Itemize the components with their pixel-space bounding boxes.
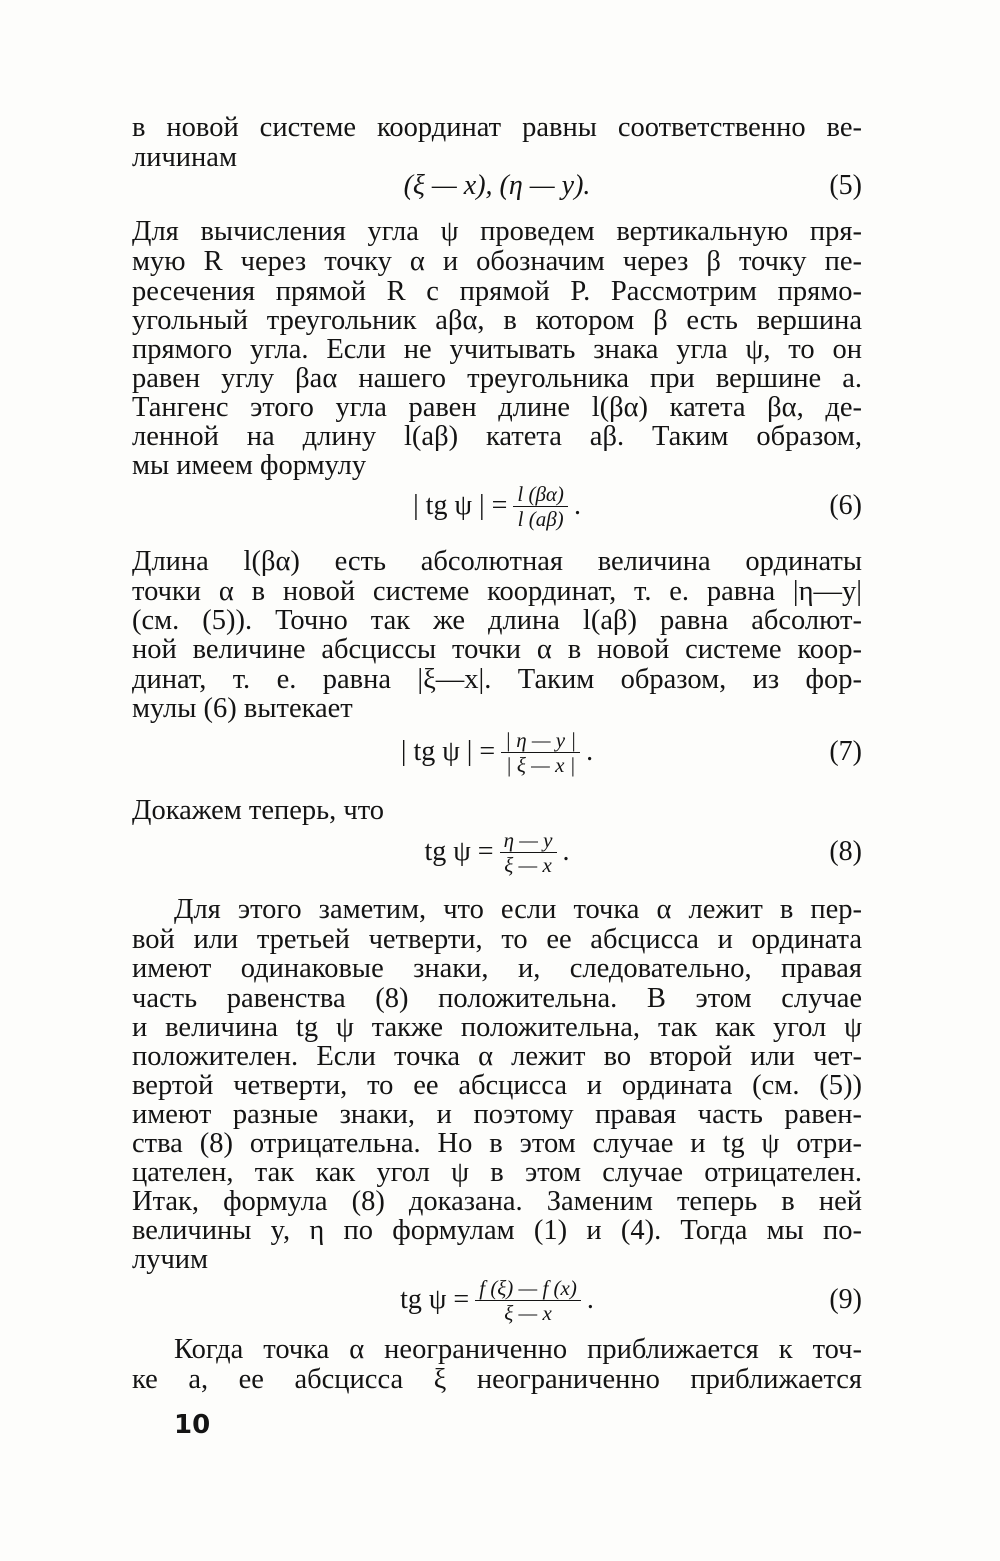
text-line: вертой четверти, то ее абсцисса и ордината (см. (5)) [132, 1070, 862, 1101]
formula-6-denominator: l (aβ) [517, 506, 564, 531]
text-line: мы имеем формулу [132, 450, 367, 481]
text-line: величины y, η по формулам (1) и (4). Тогда мы по- [132, 1215, 862, 1246]
text-line: Итак, формула (8) доказана. Заменим теперь в ней [132, 1186, 862, 1217]
text-line: и величина tg ψ также положительна, так как угол ψ [132, 1012, 862, 1043]
text-line: имеют одинаковые знаки, и, следовательно, правая [132, 953, 862, 984]
formula-6 [132, 478, 862, 534]
text-line: положителен. Если точка α лежит во второй или чет- [132, 1041, 862, 1072]
formula-7-numerator: | η — y | [501, 728, 580, 753]
formula-5 [132, 158, 862, 214]
text-line: в новой системе координат равны соответственно ве- [132, 112, 862, 143]
text-line: угольный треугольник aβα, в котором β есть вершина [132, 305, 862, 336]
formula-9-lhs: tg ψ = [400, 1284, 470, 1315]
text-line: ной величине абсциссы точки α в новой системе коор- [132, 634, 862, 665]
formula-6-fraction [513, 482, 568, 531]
formula-8-fraction [500, 828, 557, 877]
text-line: цателен, так как угол ψ в этом случае отрицателен. [132, 1157, 862, 1188]
text-line: точки α в новой системе координат, т. е. равна |η—y| [132, 576, 862, 607]
text-line: ленной на длину l(aβ) катета aβ. Таким образом, [132, 421, 862, 452]
text-line: имеют разные знаки, и поэтому правая часть равен- [132, 1099, 862, 1130]
formula-8-period: . [562, 836, 570, 867]
text-line: Тангенс этого угла равен длине l(βα) катета βα, де- [132, 392, 862, 423]
formula-7-lhs: | tg ψ | = [400, 736, 496, 767]
formula-6-numerator: l (βα) [513, 482, 568, 507]
formula-9-period: . [586, 1284, 594, 1315]
text-line: ке a, ее абсцисса ξ неограниченно приближается [132, 1364, 862, 1395]
text-line: ства (8) отрицательна. Но в этом случае и tg ψ отри- [132, 1128, 862, 1159]
text-line: прямого угла. Если не учитывать знака угла ψ, то он [132, 334, 862, 365]
formula-9 [132, 1272, 862, 1328]
formula-8-numerator: η — y [500, 828, 557, 853]
text-line: часть равенства (8) положительна. В этом случае [132, 983, 862, 1014]
formula-9-fraction [475, 1276, 581, 1325]
text-line: (см. (5)). Точно так же длина l(aβ) равна абсолют- [132, 605, 862, 636]
formula-6-lhs: | tg ψ | = [413, 490, 508, 521]
text-line: равен углу βaα нашего треугольника при вершине a. [132, 363, 862, 394]
formula-8-number: (8) [829, 836, 862, 867]
text-line: Докажем теперь, что [132, 795, 385, 826]
text-line: лучим [132, 1244, 209, 1275]
text-line: мулы (6) вытекает [132, 693, 353, 724]
formula-7-period: . [586, 736, 594, 767]
text-line: вой или третьей четверти, то ее абсцисса и ордината [132, 924, 862, 955]
formula-8 [132, 824, 862, 880]
text-line: Длина l(βα) есть абсолютная величина ординаты [132, 546, 862, 577]
formula-6-number: (6) [829, 490, 862, 521]
text-line: ресечения прямой R с прямой P. Рассмотрим прямо- [132, 276, 862, 307]
formula-9-number: (9) [829, 1284, 862, 1315]
formula-7-number: (7) [829, 736, 862, 767]
formula-7-fraction [501, 728, 580, 777]
formula-5-expr: (ξ — x), (η — y). [403, 170, 591, 201]
formula-7-denominator: | ξ — x | [505, 752, 576, 777]
text-line: Когда точка α неограниченно приближается к точ- [174, 1334, 862, 1365]
text-line: Для этого заметим, что если точка α лежит в пер- [174, 894, 862, 925]
formula-6-period: . [573, 490, 581, 521]
formula-8-denominator: ξ — x [504, 852, 552, 877]
formula-8-lhs: tg ψ = [424, 836, 494, 867]
formula-7 [132, 724, 862, 780]
page-number: 10 [174, 1410, 211, 1440]
formula-9-denominator: ξ — x [504, 1300, 552, 1325]
formula-9-numerator: f (ξ) — f (x) [475, 1276, 581, 1301]
text-line: личинам [132, 142, 237, 173]
text-line: мую R через точку α и обозначим через β точку пе- [132, 246, 862, 277]
formula-5-number: (5) [829, 170, 862, 201]
text-line: Для вычисления угла ψ проведем вертикальную пря- [132, 216, 862, 247]
text-line: динат, т. е. равна |ξ—x|. Таким образом, из фор- [132, 664, 862, 695]
